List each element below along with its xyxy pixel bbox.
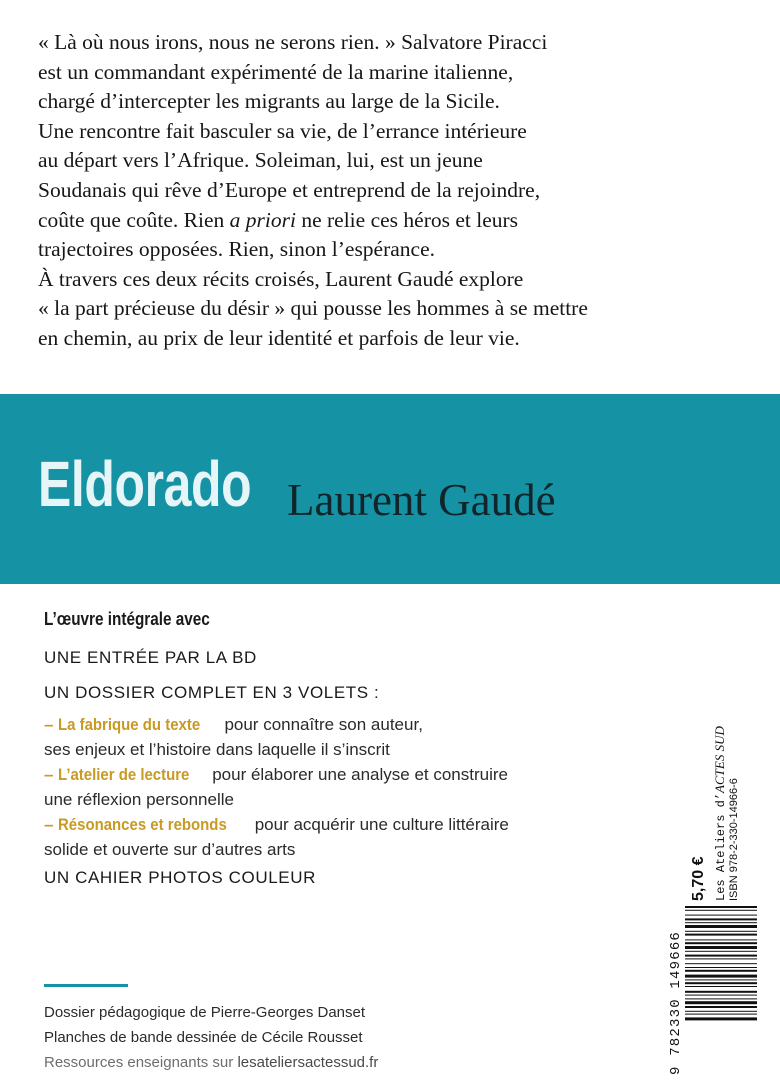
publisher-prefix: Les Ateliers d’ [714, 792, 728, 901]
dossier-item-title: Résonances et rebonds [58, 815, 227, 834]
dash-mark: – [44, 715, 59, 734]
price: 5,70 € [690, 856, 707, 901]
features-intro: L’œuvre intégrale avec [44, 609, 210, 629]
blurb-line: en chemin, au prix de leur identité et parfois de leur vie. [38, 325, 520, 350]
credit-planches: Planches de bande dessinée de Cécile Rousset [44, 1029, 363, 1046]
dossier-item-title: L’atelier de lecture [58, 765, 190, 784]
imprint [690, 694, 750, 904]
blurb-text: coûte que coûte. Rien [38, 207, 230, 232]
resources-link[interactable]: lesateliersactessud.fr [237, 1054, 379, 1071]
blurb-italic-text: a priori [229, 207, 296, 232]
feature-bd: UNE ENTRÉE PAR LA BD [44, 648, 257, 667]
dossier-item-text: une réflexion personnelle [44, 790, 234, 809]
book-author: Laurent Gaudé [287, 475, 556, 525]
dash-mark: – [44, 765, 59, 784]
dossier-item-text: pour acquérir une culture littéraire [249, 815, 509, 834]
blurb-line: Une rencontre fait basculer sa vie, de l’errance intérieure [38, 118, 527, 143]
blurb-line: est un commandant expérimenté de la marine italienne, [38, 59, 514, 84]
blurb-line: À travers ces deux récits croisés, Laurent Gaudé explore [38, 266, 524, 291]
blurb-line [38, 206, 738, 236]
feature-cahier: UN CAHIER PHOTOS COULEUR [44, 868, 316, 887]
feature-dossier: UN DOSSIER COMPLET EN 3 VOLETS : [44, 683, 380, 702]
publisher [712, 726, 728, 901]
credit-dossier: Dossier pédagogique de Pierre-Georges Danset [44, 1004, 366, 1021]
dossier-item-text: solide et ouverte sur d’autres arts [44, 840, 296, 859]
dossier-item-text: ses enjeux et l’histoire dans laquelle il s’inscrit [44, 740, 390, 759]
isbn: ISBN 978-2-330-14966-6 [728, 778, 740, 901]
blurb-line: « Là où nous irons, nous ne serons rien. » Salvatore Piracci [38, 30, 548, 54]
back-cover-blurb [38, 28, 738, 354]
edition-features [44, 606, 644, 887]
dossier-item [44, 712, 423, 762]
dossier-item [44, 812, 509, 862]
accent-rule [44, 984, 128, 987]
blurb-text: ne relie ces héros et leurs [295, 207, 519, 232]
book-title: Eldorado [38, 448, 252, 520]
blurb-line: au départ vers l’Afrique. Soleiman, lui, est un jeune [38, 148, 483, 173]
barcode-digits: 9 782330 149666 [668, 930, 684, 1075]
dossier-item-text: pour élaborer une analyse et construire [207, 765, 508, 784]
resources-label: Ressources enseignants sur [44, 1054, 238, 1071]
dossier-item-title: La fabrique du texte [58, 715, 201, 734]
dossier-item [44, 762, 508, 812]
dash-mark: – [44, 815, 59, 834]
blurb-line: Soudanais qui rêve d’Europe et entreprend de la rejoindre, [38, 177, 541, 202]
blurb-line: trajectoires opposées. Rien, sinon l’espérance. [38, 237, 436, 262]
barcode-icon [685, 904, 757, 1069]
publisher-name: ACTES SUD [712, 726, 727, 793]
blurb-line: chargé d’intercepter les migrants au large de la Sicile. [38, 89, 500, 114]
dossier-item-text: pour connaître son auteur, [219, 715, 423, 734]
blurb-line: « la part précieuse du désir » qui pousse les hommes à se mettre [38, 296, 588, 321]
credits [44, 1000, 378, 1075]
